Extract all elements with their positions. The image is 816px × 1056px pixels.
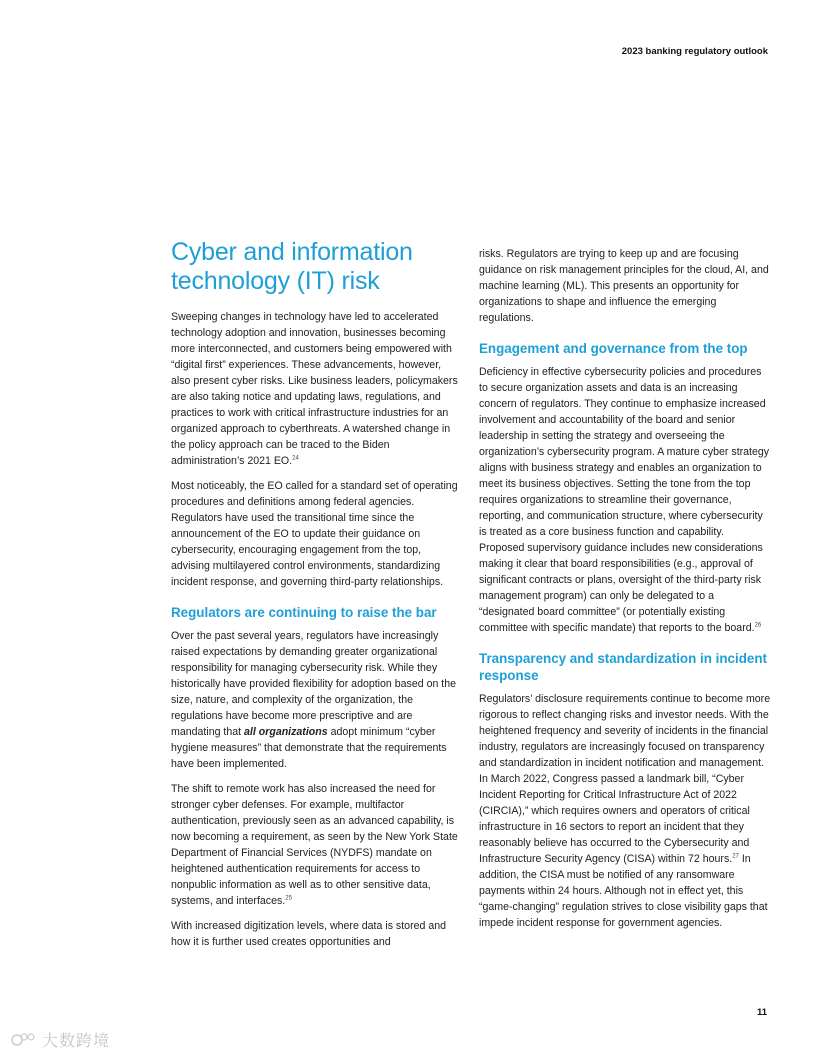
emphasis-text: all organizations <box>244 726 328 738</box>
running-header-title: 2023 banking regulatory outlook <box>621 46 768 57</box>
paragraph-text: Deficiency in effective cybersecurity policies and procedures to secure organization assets and data is an increasing concern of regulators. They continue to emphasize increased involvement and accountability of the board and senior leadership in setting the strategy and overseeing the organization’s cybersecurity program. A mature cyber strategy aligns with business strategy and enables an organization to meet its business objectives. Setting the tone from the top requires organizations to streamline their governance, reporting, and communication structure, where cybersecurity is treated as a core business function and capability. Proposed supervisory guidance includes new considerations making it clear that board responsibilities (e.g., approval of significant contracts or plans, oversight of the third-party risk management program) can only be delegated to a “designated board committee” (or potentially existing committee with specific mandate) that reports to the board. <box>479 366 770 634</box>
footnote-ref: 24 <box>292 455 299 462</box>
paragraph <box>479 364 771 636</box>
subheading-transparency: Transparency and standardization in incident response <box>479 651 767 683</box>
paragraph: Most noticeably, the EO called for a standard set of operating procedures and definitions among federal agencies. Regulators have used the transitional time since the announcement of the EO to update their guidance on cybersecurity, encouraging engagement from the top, advising multilayered control environments, standardizing incident response, and governing third-party relationships. <box>171 480 458 588</box>
page-number: 11 <box>756 1007 767 1018</box>
left-column <box>171 238 461 959</box>
footnote-ref: 26 <box>754 622 762 629</box>
paragraph-text: adopt minimum “cyber hygiene measures” that demonstrate that the requirements have been implemented. <box>171 726 447 770</box>
paragraph-text: The shift to remote work has also increased the need for stronger cyber defenses. For example, multifactor authentication, previously seen as an advanced capability, is now becoming a requirement, as seen by the New York State Department of Financial Services (NYDFS) mandate on heightened authentication requirements for access to nonpublic information as well as to other sensitive data, systems, and interfaces. <box>171 783 458 907</box>
paragraph <box>171 309 461 469</box>
section-title: Cyber and information technology (IT) risk <box>171 238 413 295</box>
paragraph <box>171 781 461 909</box>
footnote-ref: 27 <box>732 853 739 860</box>
watermark <box>10 1028 110 1051</box>
paragraph <box>479 691 771 931</box>
watermark-text: 大数跨境 <box>42 1033 111 1050</box>
paragraph-text: In addition, the CISA must be notified of any ransomware payments within 24 hours. Although not in effect yet, this “game-changing” regulation strives to close visibility gaps that impede incident response for government agencies. <box>479 853 768 929</box>
watermark-logo-icon <box>10 1030 38 1050</box>
subheading-raise-the-bar: Regulators are continuing to raise the bar <box>171 605 437 620</box>
paragraph-text: Sweeping changes in technology have led to accelerated technology adoption and innovation, businesses becoming more interconnected, and customers being empowered with “digital first” experiences. These advancements, however, also present cyber risks. Like business leaders, policymakers are also taking notice and updating laws, regulations, and practices to work with critical infrastructure industries for an organized approach to cyberthreats. A watershed change in the policy approach can be traced to the Biden administration’s 2021 EO. <box>171 311 458 467</box>
paragraph-text: Over the past several years, regulators have increasingly raised expectations by demanding greater organizational responsibility for managing cybersecurity risk. While they historically have provided flexibility for adoption based on the size, nature, and complexity of the organization, the regulations have become more prescriptive and are mandating that <box>171 630 457 738</box>
paragraph <box>171 628 461 772</box>
paragraph: risks. Regulators are trying to keep up and are focusing guidance on risk management principles for the cloud, AI, and machine learning (ML). This presents an opportunity for organizations to shape and influence the emerging regulations. <box>479 248 769 324</box>
paragraph-text: Regulators’ disclosure requirements continue to become more rigorous to reflect changing risks and investor needs. With the heightened frequency and severity of incidents in the financial industry, regulators are increasingly focused on transparency and standardization in incident notification and management. In March 2022, Congress passed a landmark bill, “Cyber Incident Reporting for Critical Infrastructure Act of 2022 (CIRCIA),” which requires owners and operators of critical infrastructure in 16 sectors to report an incident that they reasonably believe has occurred to the Cybersecurity and Infrastructure Security Agency (CISA) within 72 hours. <box>479 693 771 865</box>
subheading-engagement: Engagement and governance from the top <box>479 341 748 356</box>
footnote-ref: 25 <box>285 895 292 902</box>
paragraph: With increased digitization levels, where data is stored and how it is further used creates opportunities and <box>171 920 446 948</box>
right-column <box>479 246 771 940</box>
